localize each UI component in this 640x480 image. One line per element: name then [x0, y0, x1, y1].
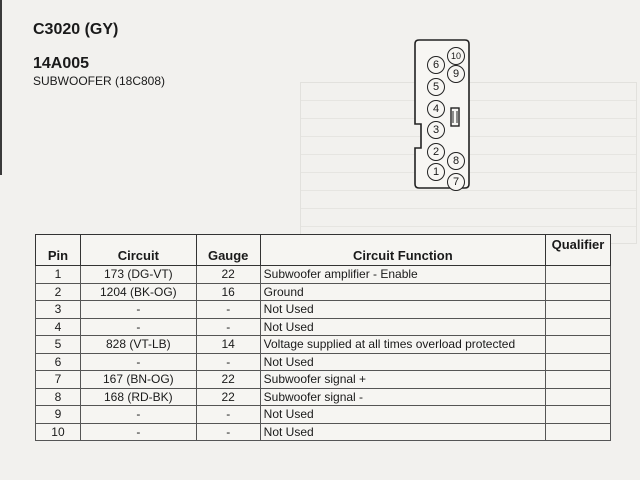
col-header-circuit-function: Circuit Function: [260, 235, 545, 266]
function-cell: Subwoofer signal -: [260, 388, 545, 406]
gauge-cell: -: [196, 423, 260, 441]
pin-cell: 7: [36, 371, 81, 389]
gauge-cell: 22: [196, 388, 260, 406]
gauge-cell: 16: [196, 283, 260, 301]
circuit-cell: 168 (RD-BK): [80, 388, 196, 406]
pin-cell: 3: [36, 301, 81, 319]
page-edge-line: [0, 0, 2, 175]
table-row: [36, 301, 611, 319]
pin-cell: 6: [36, 353, 81, 371]
gauge-cell: 22: [196, 266, 260, 284]
qualifier-cell: [545, 371, 610, 389]
function-cell: Subwoofer amplifier - Enable: [260, 266, 545, 284]
connector-title: C3020 (GY): [33, 21, 119, 38]
col-header-pin: Pin: [36, 235, 81, 266]
function-cell: Not Used: [260, 318, 545, 336]
connector-pin: 9: [447, 65, 465, 83]
function-cell: Not Used: [260, 423, 545, 441]
component-description: SUBWOOFER (18C808): [33, 74, 166, 88]
table-row: [36, 353, 611, 371]
col-header-qualifier: Qualifier: [545, 235, 610, 266]
connector-pin: 10: [447, 47, 465, 65]
function-cell: Not Used: [260, 301, 545, 319]
connector-pin: 3: [427, 121, 445, 139]
function-cell: Not Used: [260, 353, 545, 371]
connector-pin: 1: [427, 163, 445, 181]
table-row: [36, 423, 611, 441]
qualifier-cell: [545, 336, 610, 354]
qualifier-cell: [545, 423, 610, 441]
col-header-circuit: Circuit: [80, 235, 196, 266]
pin-cell: 10: [36, 423, 81, 441]
table-row: [36, 283, 611, 301]
circuit-cell: 828 (VT-LB): [80, 336, 196, 354]
table-row: [36, 388, 611, 406]
connector-pin: 8: [447, 152, 465, 170]
pin-cell: 9: [36, 406, 81, 424]
qualifier-cell: [545, 388, 610, 406]
part-number: 14A005: [33, 55, 90, 72]
circuit-cell: -: [80, 423, 196, 441]
pin-cell: 1: [36, 266, 81, 284]
qualifier-cell: [545, 283, 610, 301]
circuit-cell: 167 (BN-OG): [80, 371, 196, 389]
circuit-cell: -: [80, 301, 196, 319]
col-header-gauge: Gauge: [196, 235, 260, 266]
circuit-cell: -: [80, 318, 196, 336]
connector-pin: 2: [427, 143, 445, 161]
circuit-cell: -: [80, 353, 196, 371]
pin-cell: 8: [36, 388, 81, 406]
qualifier-cell: [545, 301, 610, 319]
qualifier-cell: [545, 406, 610, 424]
table-row: [36, 371, 611, 389]
connector-pin: 4: [427, 100, 445, 118]
circuit-cell: 173 (DG-VT): [80, 266, 196, 284]
pin-cell: 4: [36, 318, 81, 336]
connector-pin: 6: [427, 56, 445, 74]
table-row: [36, 336, 611, 354]
circuit-cell: -: [80, 406, 196, 424]
function-cell: Subwoofer signal +: [260, 371, 545, 389]
function-cell: Not Used: [260, 406, 545, 424]
circuit-cell: 1204 (BK-OG): [80, 283, 196, 301]
qualifier-cell: [545, 353, 610, 371]
qualifier-cell: [545, 318, 610, 336]
gauge-cell: -: [196, 301, 260, 319]
gauge-cell: -: [196, 406, 260, 424]
gauge-cell: -: [196, 353, 260, 371]
gauge-cell: 22: [196, 371, 260, 389]
pin-cell: 5: [36, 336, 81, 354]
pin-cell: 2: [36, 283, 81, 301]
table-row: [36, 266, 611, 284]
connector-pin: 7: [447, 173, 465, 191]
connector-face-diagram: [413, 38, 471, 190]
table-row: [36, 318, 611, 336]
function-cell: Ground: [260, 283, 545, 301]
function-cell: Voltage supplied at all times overload protected: [260, 336, 545, 354]
pinout-table: [35, 234, 611, 441]
table-header-row: [36, 235, 611, 266]
table-row: [36, 406, 611, 424]
gauge-cell: 14: [196, 336, 260, 354]
connector-pin: 5: [427, 78, 445, 96]
gauge-cell: -: [196, 318, 260, 336]
qualifier-cell: [545, 266, 610, 284]
